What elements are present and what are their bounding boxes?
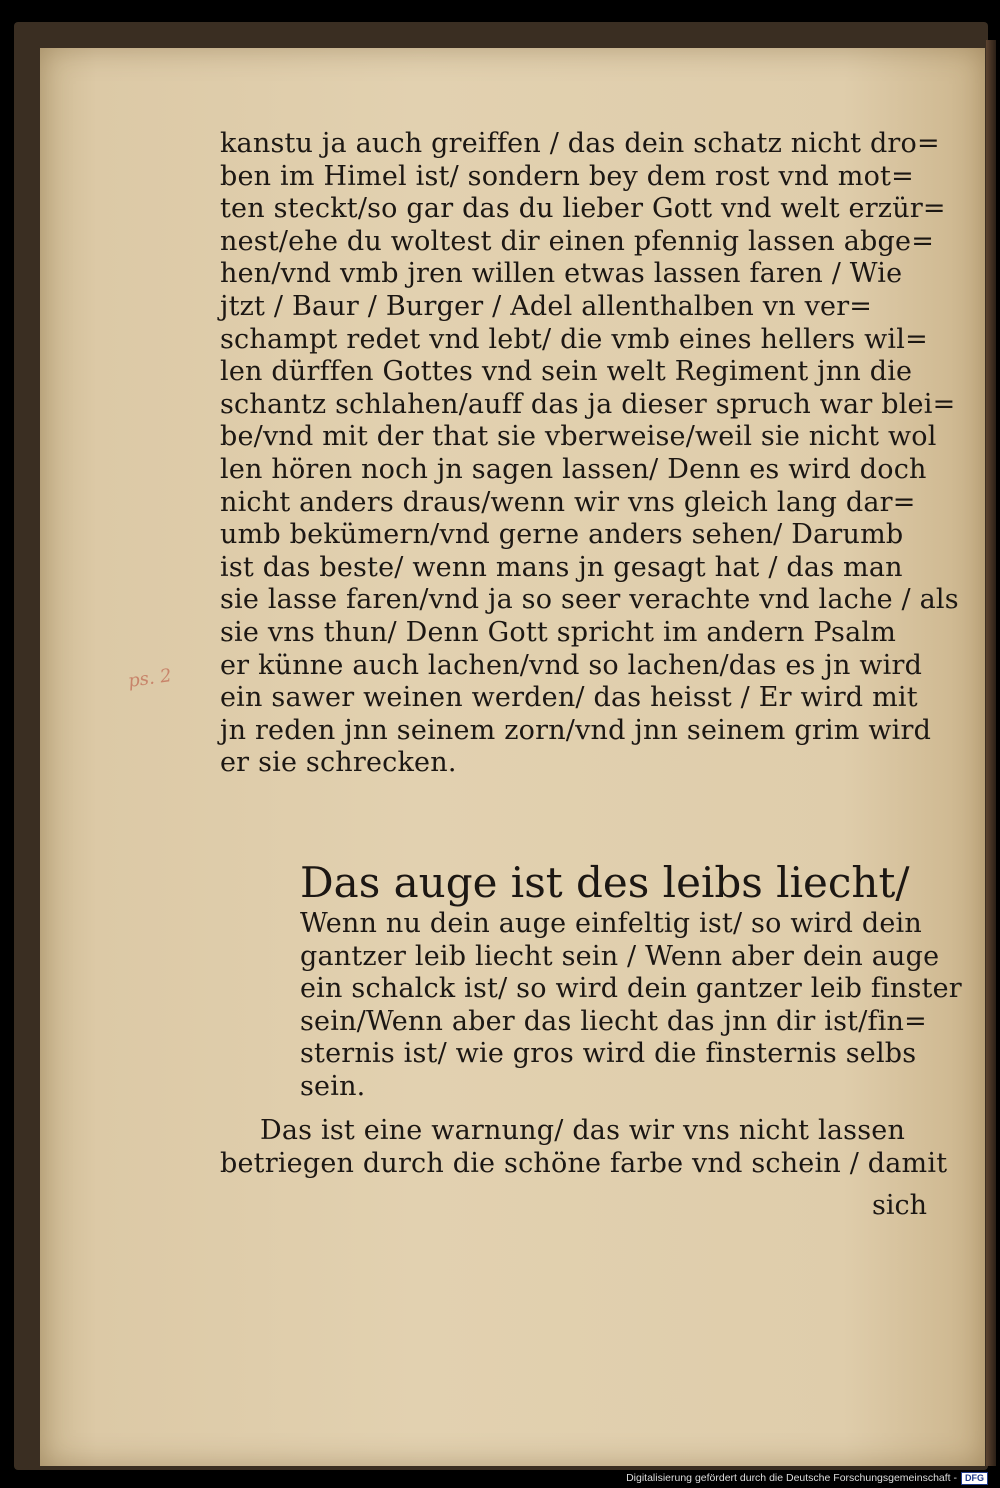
text-line: nest/ehe du woltest dir einen pfennig lassen abge= <box>220 225 935 257</box>
verse-line: sternis ist/ wie gros wird die finsternis selbs <box>300 1038 917 1070</box>
margin-note: ps. 2 <box>126 665 173 692</box>
text-line: hen/vnd vmb jren willen etwas lassen faren / Wie <box>220 258 903 290</box>
verse-line: sein. <box>300 1070 366 1102</box>
text-line: ein sawer weinen werden/ das heisst / Er wird mit <box>220 682 918 714</box>
text-line: umb bekümern/vnd gerne anders sehen/ Darumb <box>220 519 904 551</box>
commentary-line: betriegen durch die schöne farbe vnd schein / damit <box>220 1147 948 1179</box>
verse-line: ein schalck ist/ so wird dein gantzer leib finster <box>300 973 962 1005</box>
verse-heading: Das auge ist des leibs liecht/ <box>300 858 910 907</box>
verse-line: Wenn nu dein auge einfeltig ist/ so wird dein <box>300 908 922 939</box>
text-line: nicht anders draus/wenn wir vns gleich lang dar= <box>220 486 916 518</box>
text-line: schampt redet vnd lebt/ die vmb eines hellers wil= <box>220 323 928 355</box>
text-line: schantz schlahen/auff das ja dieser spruch war blei= <box>220 388 956 420</box>
text-line: er sie schrecken. <box>220 747 457 779</box>
footer-text: Digitalisierung gefördert durch die Deutsche Forschungsgemeinschaft - <box>626 1472 957 1484</box>
text-line: ist das beste/ wenn mans jn gesagt hat / das man <box>220 551 903 583</box>
catchword: sich <box>872 1190 928 1221</box>
text-line: er künne auch lachen/vnd so lachen/das es jn wird <box>220 649 923 681</box>
main-text <box>220 128 959 780</box>
commentary-text <box>220 1115 948 1180</box>
text-line: sie lasse faren/vnd ja so seer verachte vnd lache / als <box>220 584 959 616</box>
commentary-line: Das ist eine warnung/ das wir vns nicht lassen <box>260 1115 906 1146</box>
text-line: jtzt / Baur / Burger / Adel allenthalben vn ver= <box>220 290 873 322</box>
text-line: ten steckt/so gar das du lieber Gott vnd welt erzür= <box>220 193 946 225</box>
text-line: jn reden jnn seinem zorn/vnd jnn seinem grim wird <box>220 714 932 746</box>
footer <box>626 1470 988 1486</box>
dfg-logo: DFG <box>961 1472 988 1485</box>
verse-text <box>300 908 962 1104</box>
text-line: sie vns thun/ Denn Gott spricht im andern Psalm <box>220 616 897 648</box>
text-line: be/vnd mit der that sie vberweise/weil sie nicht wol <box>220 421 937 453</box>
text-line: len dürffen Gottes vnd sein welt Regiment jnn die <box>220 356 913 388</box>
verse-line: gantzer leib liecht sein / Wenn aber dein auge <box>300 940 940 972</box>
verse-line: sein/Wenn aber das liecht das jnn dir ist/fin= <box>300 1005 927 1037</box>
text-line: len hören noch jn sagen lassen/ Denn es wird doch <box>220 453 927 485</box>
text-line: kanstu ja auch greiffen / das dein schatz nicht dro= <box>220 128 940 159</box>
text-line: ben im Himel ist/ sondern bey dem rost vnd mot= <box>220 160 914 192</box>
page-edge <box>986 40 996 1466</box>
